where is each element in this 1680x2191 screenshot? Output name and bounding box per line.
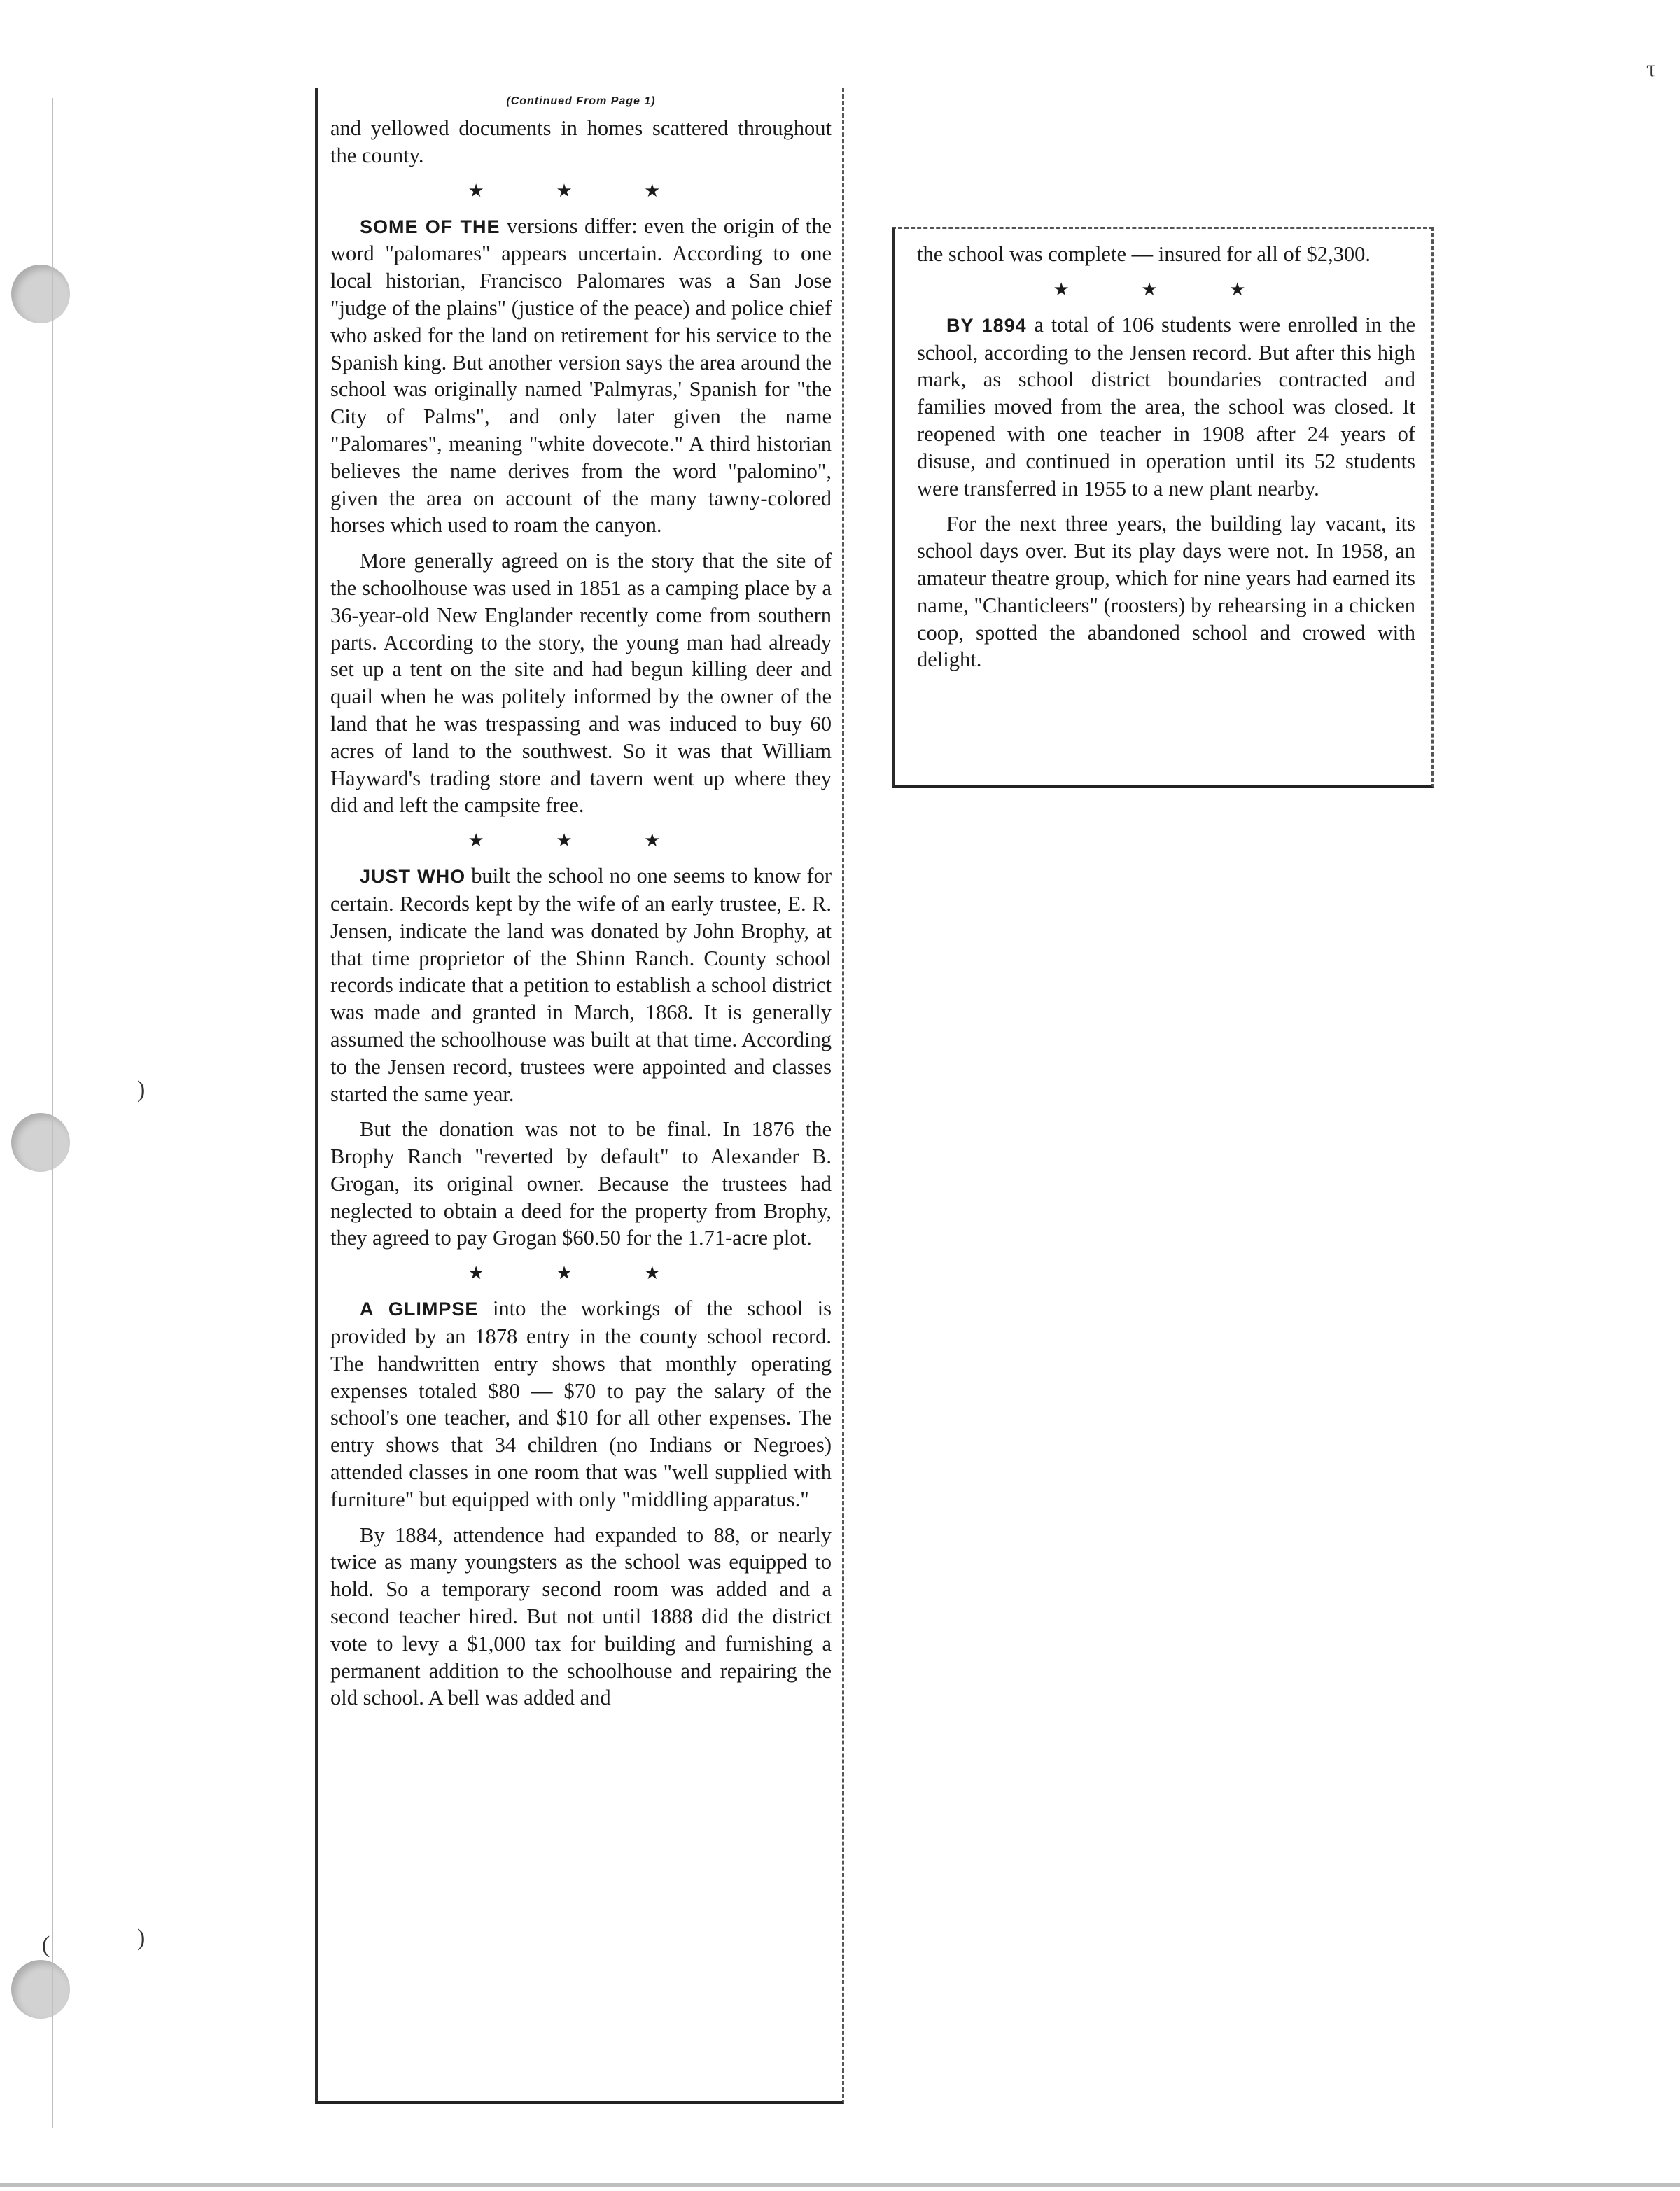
section-divider-stars: ★ ★ ★ xyxy=(468,1263,694,1284)
insurance-fragment: the school was complete — insured for all of $2,300. xyxy=(917,242,1371,266)
continued-caption: (Continued From Page 1) xyxy=(506,95,656,107)
paragraph-builder xyxy=(330,862,832,1107)
paragraph-glimpse xyxy=(330,1295,832,1513)
paragraph-origin xyxy=(330,213,832,540)
paragraph-lead: BY 1894 xyxy=(946,314,1027,336)
margin-paren-mark: ) xyxy=(137,1925,146,1951)
corner-handwritten-mark: τ xyxy=(1646,56,1656,82)
left-margin-rule xyxy=(52,98,53,2128)
binder-hole-top xyxy=(11,265,70,323)
paragraph-lead: A GLIMPSE xyxy=(360,1298,479,1320)
paragraph-attendance: By 1884, attendence had expanded to 88, or nearly twice as many youngsters as the school was equipped to hold. So a temporary second room was added and a second teacher hired. But not until 1888 did the district vote to levy a $1,000 tax for building and furnishing a permanent addition to the schoolhouse and repairing the old school. A bell was added and xyxy=(330,1522,832,1710)
bottom-edge-rule xyxy=(0,2183,1680,2187)
paragraph-1894 xyxy=(917,312,1415,503)
section-divider-stars: ★ ★ ★ xyxy=(468,830,694,851)
paragraph-donation: But the donation was not to be final. In 1876 the Brophy Ranch "reverted by default" to Alexander B. Grogan, its original owner. Because the trustees had neglected to obtain a deed for the property from Brophy, they agreed to pay Grogan $60.50 for the 1.71-acre plot. xyxy=(330,1117,832,1250)
paragraph-body: versions differ: even the origin of the word "palomares" appears uncertain. According to one local historian, Francisco Palomares was a San Jose "judge of the plains" (justice of the peace) and police chief who asked for the land on retirement for his service to the Spanish king. But another version says the area around the school was originally named 'Palmyras,' Spanish for "the City of Palms", and only later given the name "Palomares", meaning "white dovecote." A third historian believes the name derives from the word "palomino", given the area on account of the many tawny-colored horses which used to roam the canyon. xyxy=(330,214,832,538)
article-column-left xyxy=(330,91,832,2093)
paragraph-campsite: More generally agreed on is the story that the site of the schoolhouse was used in 1851 as a camping place by a 36-year-old New Englander recently come from southern parts. According to the story, the young man had already set up a tent on the site and had begun killing deer and quail when he was politely informed by the owner of the land that he was trespassing and was induced to buy 60 acres of land to the southwest. So it was that William Hayward's trading store and tavern went up where they did and left the campsite free. xyxy=(330,549,832,818)
paragraph-body: into the workings of the school is provided by an 1878 entry in the county school record. The handwritten entry shows that monthly operating expenses totaled $80 — $70 to pay the salary of the school's one teacher, and $10 for all other expenses. The entry shows that 34 children (no Indians or Negroes) attended classes in one room that was "well supplied with furniture" but equipped with only "middling apparatus." xyxy=(330,1296,832,1511)
intro-fragment: and yellowed documents in homes scattered throughout the county. xyxy=(330,116,832,167)
paragraph-lead: JUST WHO xyxy=(360,866,466,888)
margin-paren-mark: ) xyxy=(137,1077,146,1102)
paragraph-body: a total of 106 students were enrolled in the school, according to the Jensen record. But after this high mark, as school district boundaries contracted and families moved from the area, the school was closed. It reopened with one teacher in 1908 after 24 years of disuse, and continued in operation until its 52 students were transferred in 1955 to a new plant nearby. xyxy=(917,312,1415,500)
paragraph-theatre: For the next three years, the building lay vacant, its school days over. But its play days were not. In 1958, an amateur theatre group, which for nine years had earned its name, "Chanticleers" (roosters) by rehearsing in a chicken coop, spotted the abandoned school and crowed with delight. xyxy=(917,512,1415,672)
binder-hole-bottom xyxy=(11,1960,70,2019)
section-divider-stars: ★ ★ ★ xyxy=(468,180,694,201)
paragraph-lead: SOME OF THE xyxy=(360,216,500,237)
margin-paren-mark: ( xyxy=(42,1932,50,1958)
section-divider-stars: ★ ★ ★ xyxy=(1053,279,1280,300)
article-column-right xyxy=(917,241,1415,780)
binder-hole-middle xyxy=(11,1113,70,1172)
paragraph-body: built the school no one seems to know for certain. Records kept by the wife of an early trustee, E. R. Jensen, indicate the land was donated by John Brophy, at that time proprietor of the Shinn Ranch. County school records indicate that a petition to establish a school district was made and granted in March, 1868. It is generally assumed the schoolhouse was built at that time. According to the Jensen record, trustees were appointed and classes started the same year. xyxy=(330,864,832,1106)
